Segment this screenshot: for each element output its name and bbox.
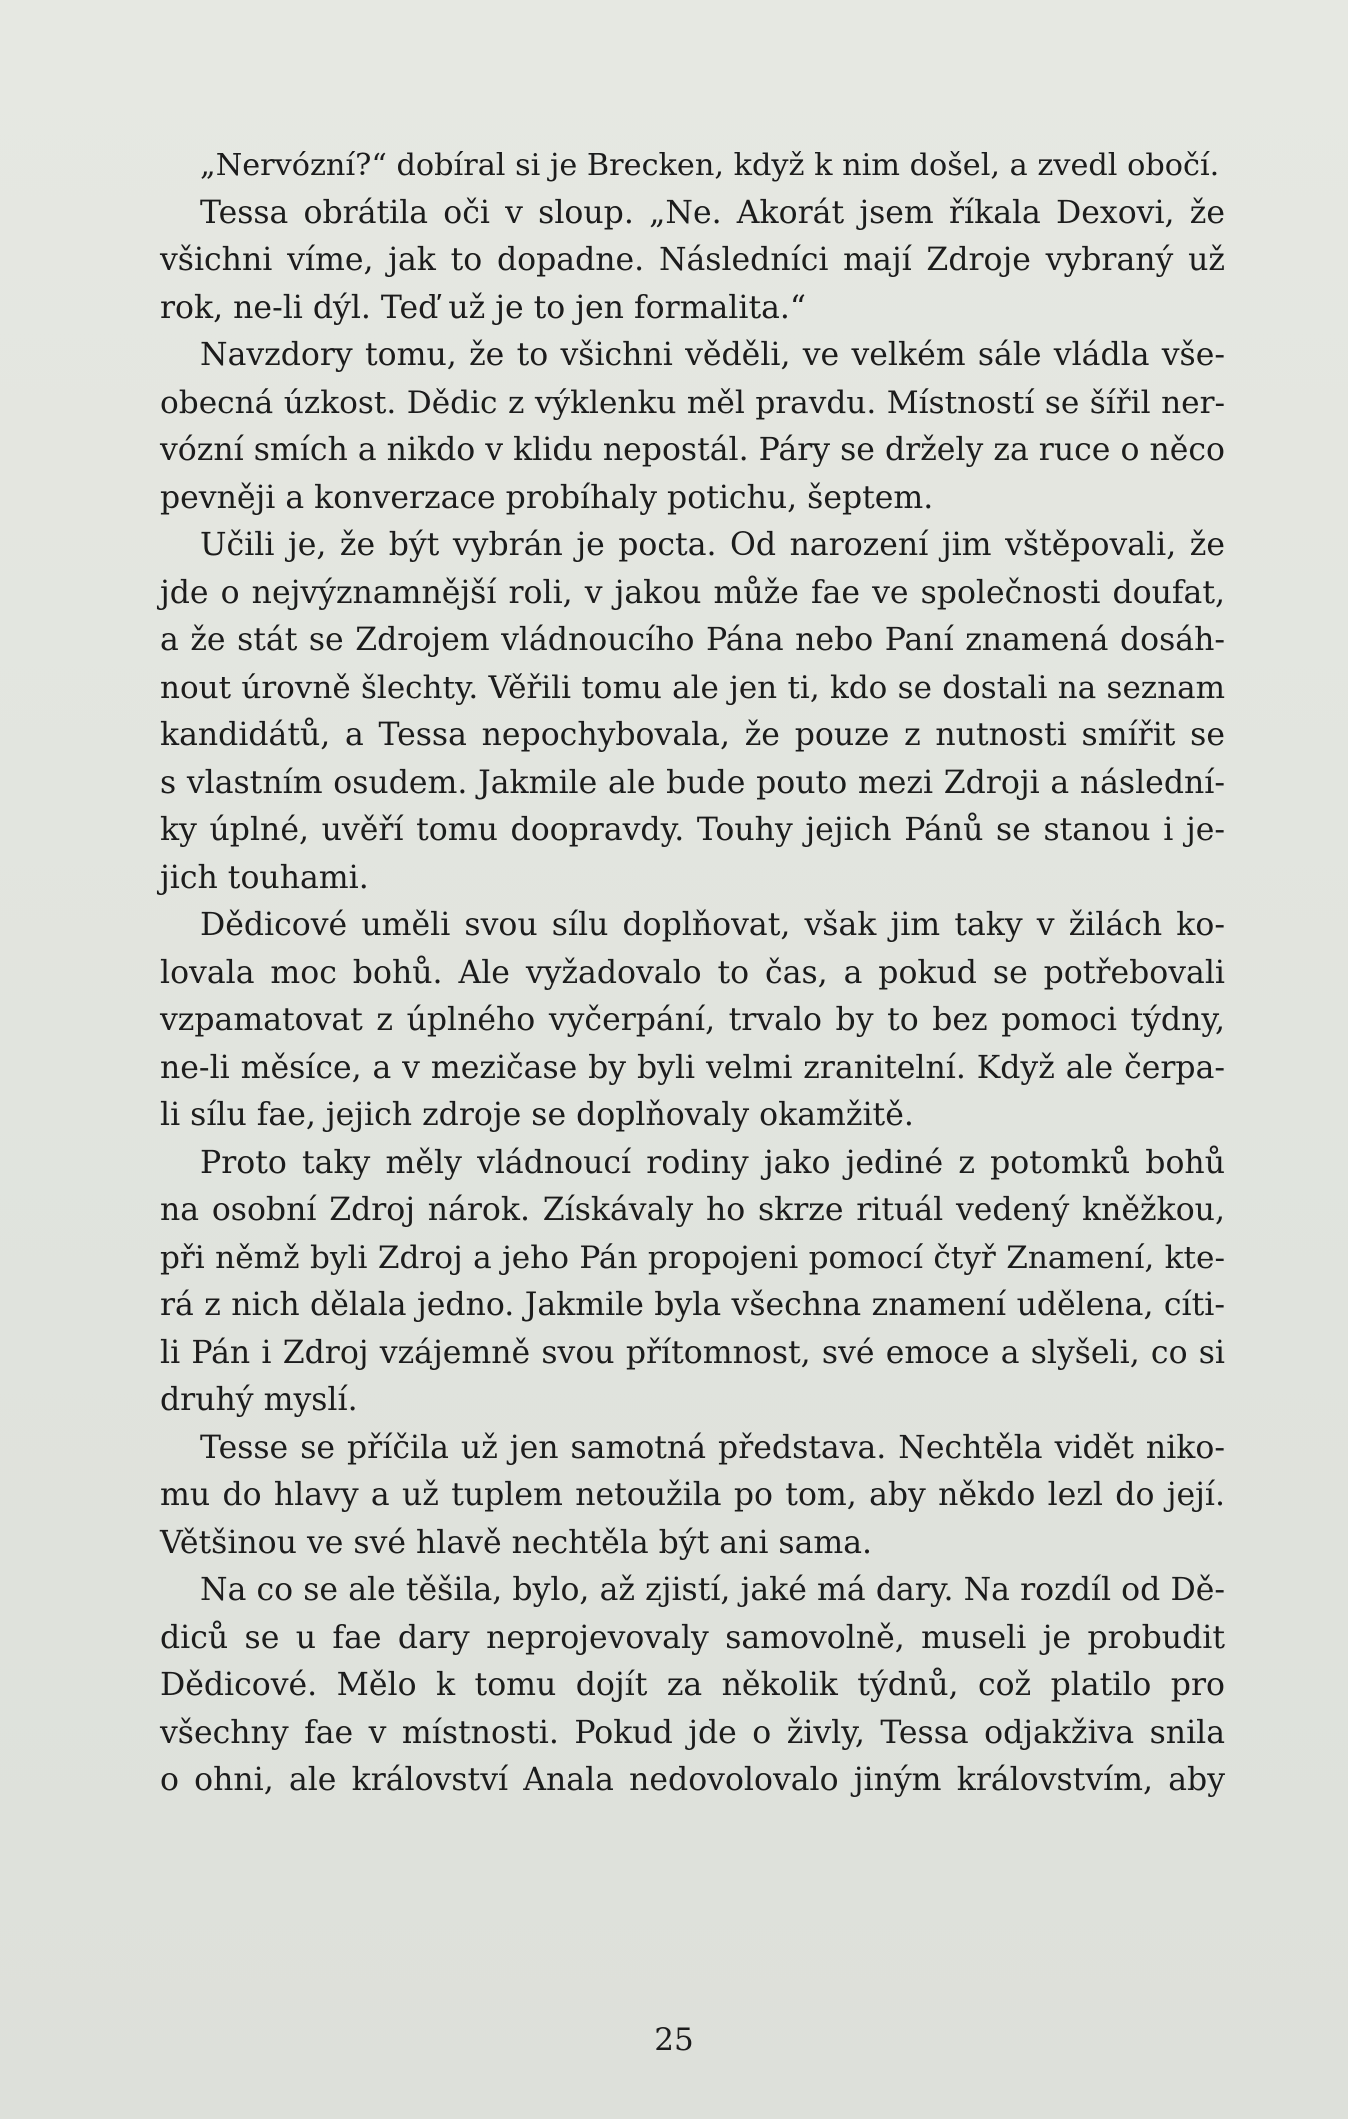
text-line: Navzdory tomu, že to všichni věděli, ve velkém sále vládla vše- [200, 337, 1225, 373]
paragraph [160, 902, 1225, 1140]
text-line: na osobní Zdroj nárok. Získávaly ho skrze rituál vedený kněžkou, [160, 1192, 1225, 1228]
text-line: li sílu fae, jejich zdroje se doplňovaly okamžitě. [160, 1097, 914, 1133]
text-line: rá z nich dělala jedno. Jakmile byla všechna znamení udělena, cíti- [160, 1287, 1225, 1323]
page-number: 25 [654, 2022, 694, 2058]
text-line: Dědicové uměli svou sílu doplňovat, však jim taky v žilách ko- [200, 907, 1225, 943]
text-line: Proto taky měly vládnoucí rodiny jako jediné z potomků bohů [200, 1144, 1225, 1181]
text-line: kandidátů, a Tessa nepochybovala, že pouze z nutnosti smířit se [160, 717, 1225, 753]
text-line: jde o nejvýznamnější roli, v jakou může fae ve společnosti doufat, [160, 574, 1225, 611]
paragraph [160, 142, 1225, 190]
paragraph [160, 522, 1225, 902]
text-line: li Pán i Zdroj vzájemně svou přítomnost, své emoce a slyšeli, co si [160, 1334, 1225, 1371]
text-line: Tessa obrátila oči v sloup. „Ne. Akorát jsem říkala Dexovi, že [200, 194, 1225, 231]
text-line: ky úplné, uvěří tomu doopravdy. Touhy jejich Pánů se stanou i je- [160, 812, 1225, 848]
paragraph [160, 190, 1225, 333]
text-line: vzpamatovat z úplného vyčerpání, trvalo by to bez pomoci týdny, [160, 1002, 1225, 1038]
text-line: s vlastním osudem. Jakmile ale bude pouto mezi Zdroji a následní- [160, 764, 1225, 801]
text-line: „Nervózní?“ dobíral si je Brecken, když k nim došel, a zvedl obočí. [200, 148, 1220, 183]
paragraph [160, 1425, 1225, 1568]
text-line: obecná úzkost. Dědic z výklenku měl pravdu. Místností se šířil ner- [160, 384, 1225, 421]
text-line: všechny fae v místnosti. Pokud jde o živly, Tessa odjakživa snila [160, 1714, 1225, 1751]
text-line: Tesse se příčila už jen samotná představa. Nechtěla vidět niko- [200, 1429, 1225, 1466]
text-line: Většinou ve své hlavě nechtěla být ani sama. [160, 1524, 873, 1561]
text-line: lovala moc bohů. Ale vyžadovalo to čas, a pokud se potřebovali [160, 954, 1225, 991]
paragraph [160, 1140, 1225, 1425]
text-line: diců se u fae dary neprojevovaly samovolně, museli je probudit [160, 1619, 1225, 1656]
text-line: o ohni, ale království Anala nedovolovalo jiným královstvím, aby [160, 1762, 1225, 1798]
text-line: rok, ne-li dýl. Teď už je to jen formalita.“ [160, 289, 807, 326]
text-line: ne-li měsíce, a v mezičase by byli velmi zranitelní. Když ale čerpa- [160, 1049, 1225, 1086]
text-line: Dědicové. Mělo k tomu dojít za několik týdnů, což platilo pro [160, 1667, 1225, 1703]
body-text [160, 142, 1225, 1805]
text-line: všichni víme, jak to dopadne. Následníci mají Zdroje vybraný už [160, 242, 1225, 278]
text-line: druhý myslí. [160, 1382, 358, 1418]
text-line: při němž byli Zdroj a jeho Pán propojeni pomocí čtyř Znamení, kte- [160, 1239, 1225, 1276]
text-line: nout úrovně šlechty. Věřili tomu ale jen ti, kdo se dostali na seznam [160, 669, 1225, 706]
paragraph [160, 332, 1225, 522]
text-line: vózní smích a nikdo v klidu nepostál. Páry se držely za ruce o něco [160, 432, 1225, 468]
text-line: pevněji a konverzace probíhaly potichu, šeptem. [160, 479, 934, 516]
text-line: jich touhami. [160, 859, 369, 896]
text-line: Na co se ale těšila, bylo, až zjistí, jaké má dary. Na rozdíl od Dě- [200, 1572, 1225, 1608]
paragraph [160, 1567, 1225, 1805]
text-line: mu do hlavy a už tuplem netoužila po tom, aby někdo lezl do její. [160, 1477, 1225, 1513]
text-line: Učili je, že být vybrán je pocta. Od narození jim vštěpovali, že [200, 527, 1225, 563]
text-line: a že stát se Zdrojem vládnoucího Pána nebo Paní znamená dosáh- [160, 622, 1225, 658]
